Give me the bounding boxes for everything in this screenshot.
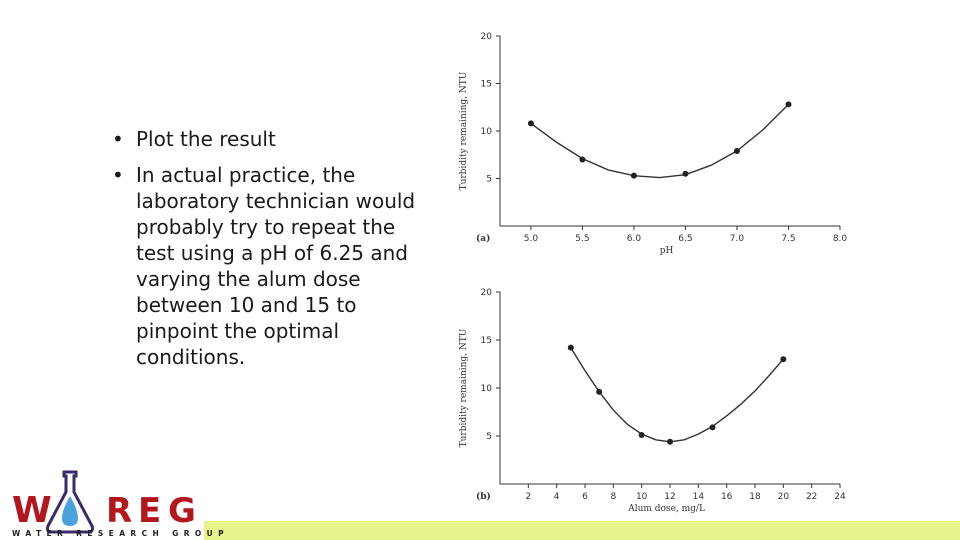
- panel-label: (b): [476, 492, 491, 502]
- y-tick-label: 5: [486, 432, 492, 442]
- data-point: [785, 101, 791, 107]
- accent-bar: [204, 521, 960, 540]
- x-tick-label: 5.0: [523, 234, 539, 244]
- bullet-item: [112, 162, 432, 370]
- x-tick-label: 18: [749, 492, 761, 502]
- chart-background: [436, 20, 856, 530]
- logo-letter-r: R: [106, 491, 133, 531]
- x-tick-label: 14: [692, 492, 705, 502]
- data-point: [579, 157, 585, 163]
- wreg-logo: [8, 466, 230, 540]
- y-tick-label: 20: [480, 288, 492, 298]
- flask-icon: [48, 472, 93, 532]
- y-tick-label: 15: [480, 336, 492, 346]
- x-axis-label: pH: [659, 246, 674, 256]
- bullet-text: Plot the result: [136, 127, 276, 151]
- x-tick-label: 5.5: [575, 234, 590, 244]
- x-tick-label: 16: [720, 492, 733, 502]
- data-point: [667, 439, 673, 445]
- y-tick-label: 10: [480, 127, 492, 137]
- data-point: [631, 173, 637, 179]
- logo-letter-e: E: [138, 491, 162, 531]
- bullet-text: In actual practice, the laboratory technician would probably try to repeat the test using a pH of 6.25 and varying the alum dose between 10 and 15 to pinpoint the optimal conditions.: [136, 163, 416, 369]
- y-axis-label: Turbidity remaining, NTU: [459, 71, 469, 191]
- bullet-marker: •: [112, 127, 124, 151]
- data-point: [710, 424, 716, 430]
- data-point: [780, 356, 786, 362]
- data-point: [528, 120, 534, 126]
- x-tick-label: 20: [777, 492, 790, 502]
- x-axis-label: Alum dose, mg/L: [628, 504, 705, 514]
- data-point: [734, 148, 740, 154]
- data-point: [596, 389, 602, 395]
- x-tick-label: 24: [834, 492, 846, 502]
- bullet-item: [112, 126, 432, 152]
- x-tick-label: 10: [635, 492, 648, 502]
- y-tick-label: 20: [480, 32, 492, 42]
- logo-tagline: WATER RESEARCH GROUP: [12, 529, 230, 538]
- x-tick-label: 8: [610, 492, 617, 502]
- x-tick-label: 8.0: [832, 234, 848, 244]
- x-tick-label: 6.0: [626, 234, 642, 244]
- bullet-marker: •: [112, 163, 124, 187]
- bullet-list: [112, 126, 432, 380]
- x-tick-label: 22: [805, 492, 818, 502]
- y-tick-label: 15: [480, 79, 492, 90]
- y-axis-label: Turbidity remaining, NTU: [459, 328, 469, 448]
- turbidity-charts: [436, 20, 856, 530]
- x-tick-label: 12: [664, 492, 676, 502]
- logo-letter-g: G: [168, 491, 196, 531]
- panel-label: (a): [476, 234, 491, 244]
- x-tick-label: 6.5: [678, 234, 693, 244]
- data-point: [568, 345, 574, 351]
- data-point: [682, 171, 688, 177]
- data-point: [639, 432, 645, 438]
- x-tick-label: 7.5: [781, 234, 796, 244]
- x-tick-label: 7.0: [729, 234, 745, 244]
- x-tick-label: 4: [553, 492, 560, 502]
- x-tick-label: 6: [582, 492, 588, 502]
- logo-letter-w: W: [12, 490, 52, 531]
- x-tick-label: 2: [525, 492, 532, 502]
- y-tick-label: 5: [486, 174, 492, 185]
- y-tick-label: 10: [480, 384, 492, 394]
